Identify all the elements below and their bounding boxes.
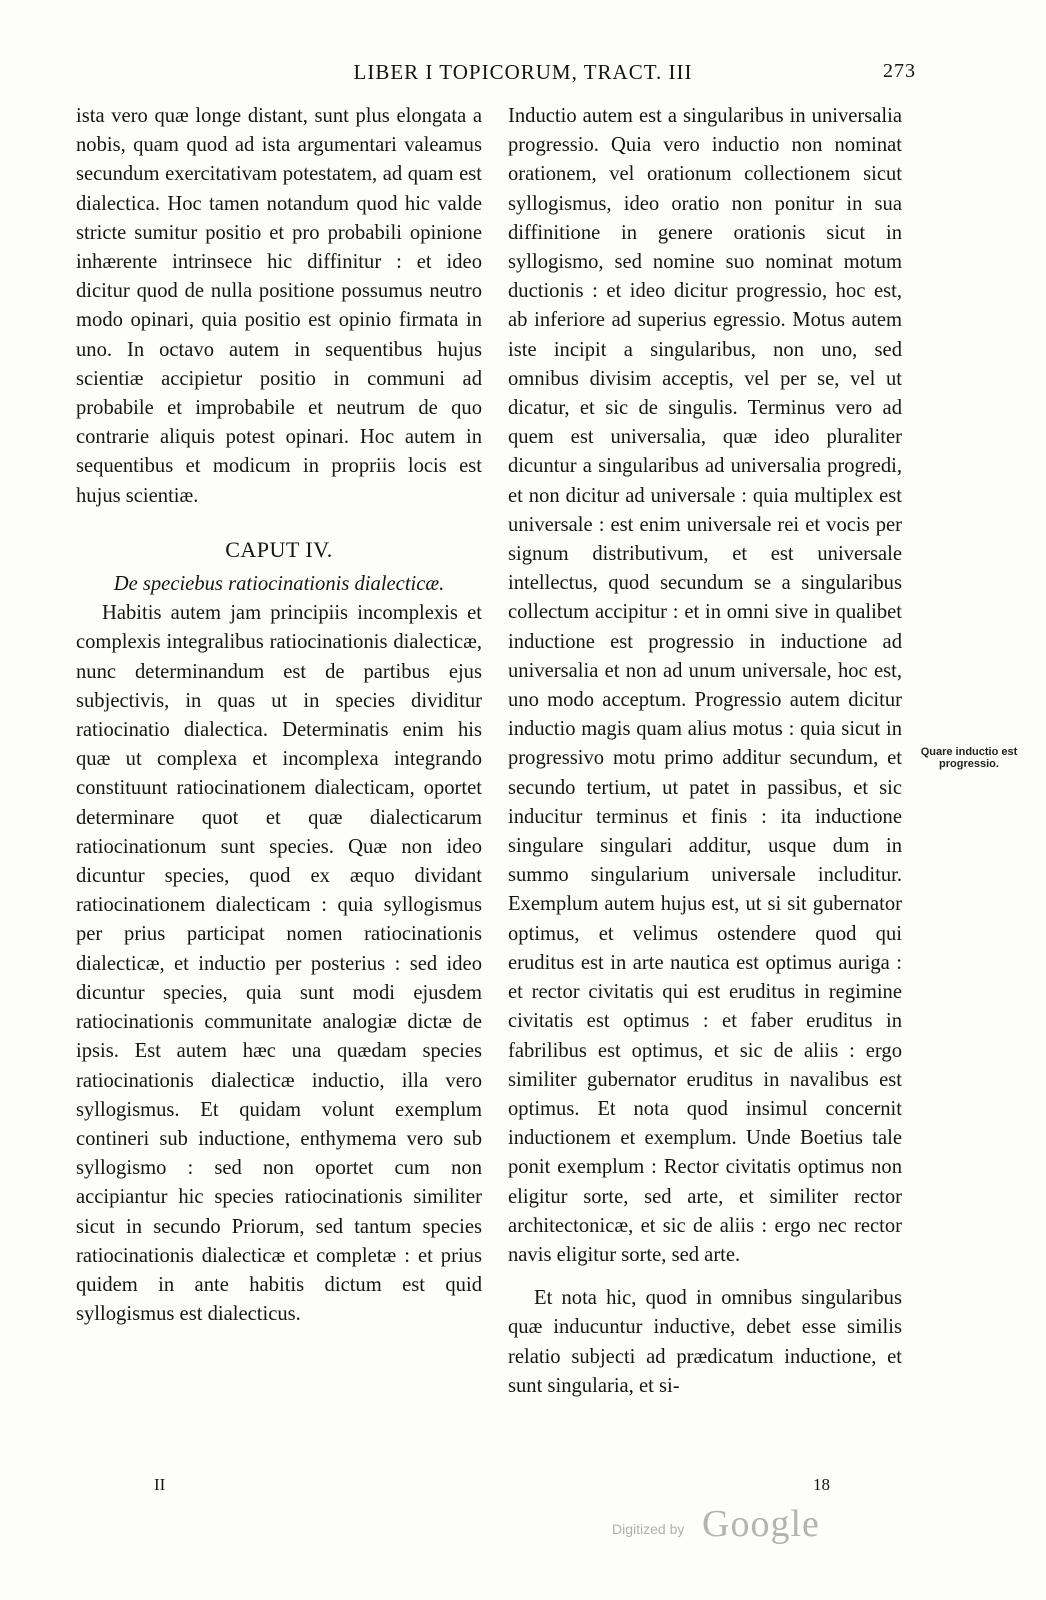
left-column	[76, 102, 482, 1329]
paragraph: Habitis autem jam principiis incomplexis et complexis integralibus ratiocinationis dialecticæ, nunc determinandum est de partibus ejus subjectivis, in quas ut in species dividitur ratiocinatio dialectica. Determinatis enim his quæ ut complexa et incomplexa integrando constituunt ratiocinationem dialecticam, oportet determinare quot et quæ dialecticarum ratiocinationum sunt species. Quæ non ideo dicuntur species, quod ex æquo dividant ratiocinationem dialecticam : quia syllogismus per prius participat nomen ratiocinationis dialecticæ, et inductio per posterius : sed ideo dicuntur species, quia sunt modi ejusdem ratiocinationis communitate analogiæ dictæ de ipsis. Est autem hæc una quædam species ratiocinationis dialecticæ inductio, illa vero syllogismus. Et quidam volunt exemplum contineri sub inductione, enthymema vero sub syllogismo : sed non oportet cum non accipiantur hic species ratiocinationis similiter sicut in secundo Priorum, sed tantum species ratiocinationis dialecticæ et completæ : et prius quidem in ante habitis dictum est quid syllogismus est dialecticus.	[76, 602, 482, 1326]
margin-note: Quare inductio est progressio.	[920, 746, 1018, 770]
paragraph: Et nota hic, quod in omnibus singularibus quæ inducuntur inductive, debet esse similis relatio subjecti ad prædicatum inductione, et sunt singularia, et si-	[508, 1287, 902, 1397]
google-logo: Google	[702, 1503, 820, 1545]
running-title: LIBER I TOPICORUM, TRACT. III	[353, 60, 693, 84]
page-number: 273	[883, 60, 916, 82]
page-header	[0, 60, 1046, 90]
signature-mark-right: 18	[813, 1475, 830, 1494]
chapter-heading: CAPUT IV.	[225, 536, 333, 562]
signature-mark-left: II	[154, 1475, 166, 1494]
right-column	[508, 102, 902, 1401]
digitized-watermark	[612, 1502, 852, 1550]
watermark-prefix: Digitized by	[612, 1521, 685, 1537]
chapter-subtitle: De speciebus ratiocinationis dialecticæ.	[113, 573, 445, 596]
paragraph: ista vero quæ longe distant, sunt plus elongata a nobis, quam quod ad ista argumentari valeamus secundum exercitativam potestatem, ad quam est dialectica. Hoc tamen notandum quod hic valde stricte sumitur positio et pro probabili opinione inhærente intrinsece hic diffinitur : et ideo dicitur quod de nulla positione possumus neutro modo opinari, quia positio est opinio firmata in uno. In octavo autem in sequentibus hujus scientiæ accipietur positio in communi ad probabile et improbabile et neutrum de quo contrarie aliquis potest opinari. Hoc autem in sequentibus et modicum in propriis locis est hujus scientiæ.	[76, 105, 482, 507]
paragraph: Inductio autem est a singularibus in universalia progressio. Quia vero inductio non nominat orationem, vel orationum collectionem sicut syllogismus, ideo oratio non ponitur in sua diffinitione in genere orationis sicut in syllogismo, sed nomine suo nominat motum ductionis : et ideo dicitur progressio, hoc est, ab inferiore ad superius egressio. Motus autem iste incipit a singularibus, non uno, sed omnibus divisim acceptis, vel per se, vel ut dicatur, et sic de singulis. Terminus vero ad quem est universalia, quæ ideo pluraliter dicuntur a singularibus ad universalia progredi, et non dicitur ad universale : quia multiplex est universale : est enim universale rei et vocis per signum distributivum, et est universale intellectus, quod secundum se a singularibus collectum accipitur : et in omni sive in qualibet inductione est progressio in inductione ad universalia et non ad unum universale, hoc est, uno modo acceptum. Progressio autem dicitur inductio magis quam alius motus : quia sicut in progressivo motu primo additur secundum, et secundo tertium, ut patet in passibus, et sic inducitur terminus et finis : ita inductione singulare singulari additur, usque dum in summo singularium universale includitur. Exemplum autem hujus est, ut si sit gubernator optimus, et velimus ostendere quod qui eruditus est in arte nautica est optimus auriga : et rector civitatis qui est eruditus in regimine civitatis est optimus : et faber eruditus in fabrilibus est optimus, et sic de aliis : ergo similiter gubernator eruditus in navalibus est optimus. Et nota quod insimul concernit inductionem et exemplum. Unde Boetius tale ponit exemplum : Rector civitatis optimus non eligitur sorte, sed arte, et similiter rector architectonicæ, et sic de aliis : ergo nec rector navis eligitur sorte, sed arte.	[508, 105, 902, 1266]
